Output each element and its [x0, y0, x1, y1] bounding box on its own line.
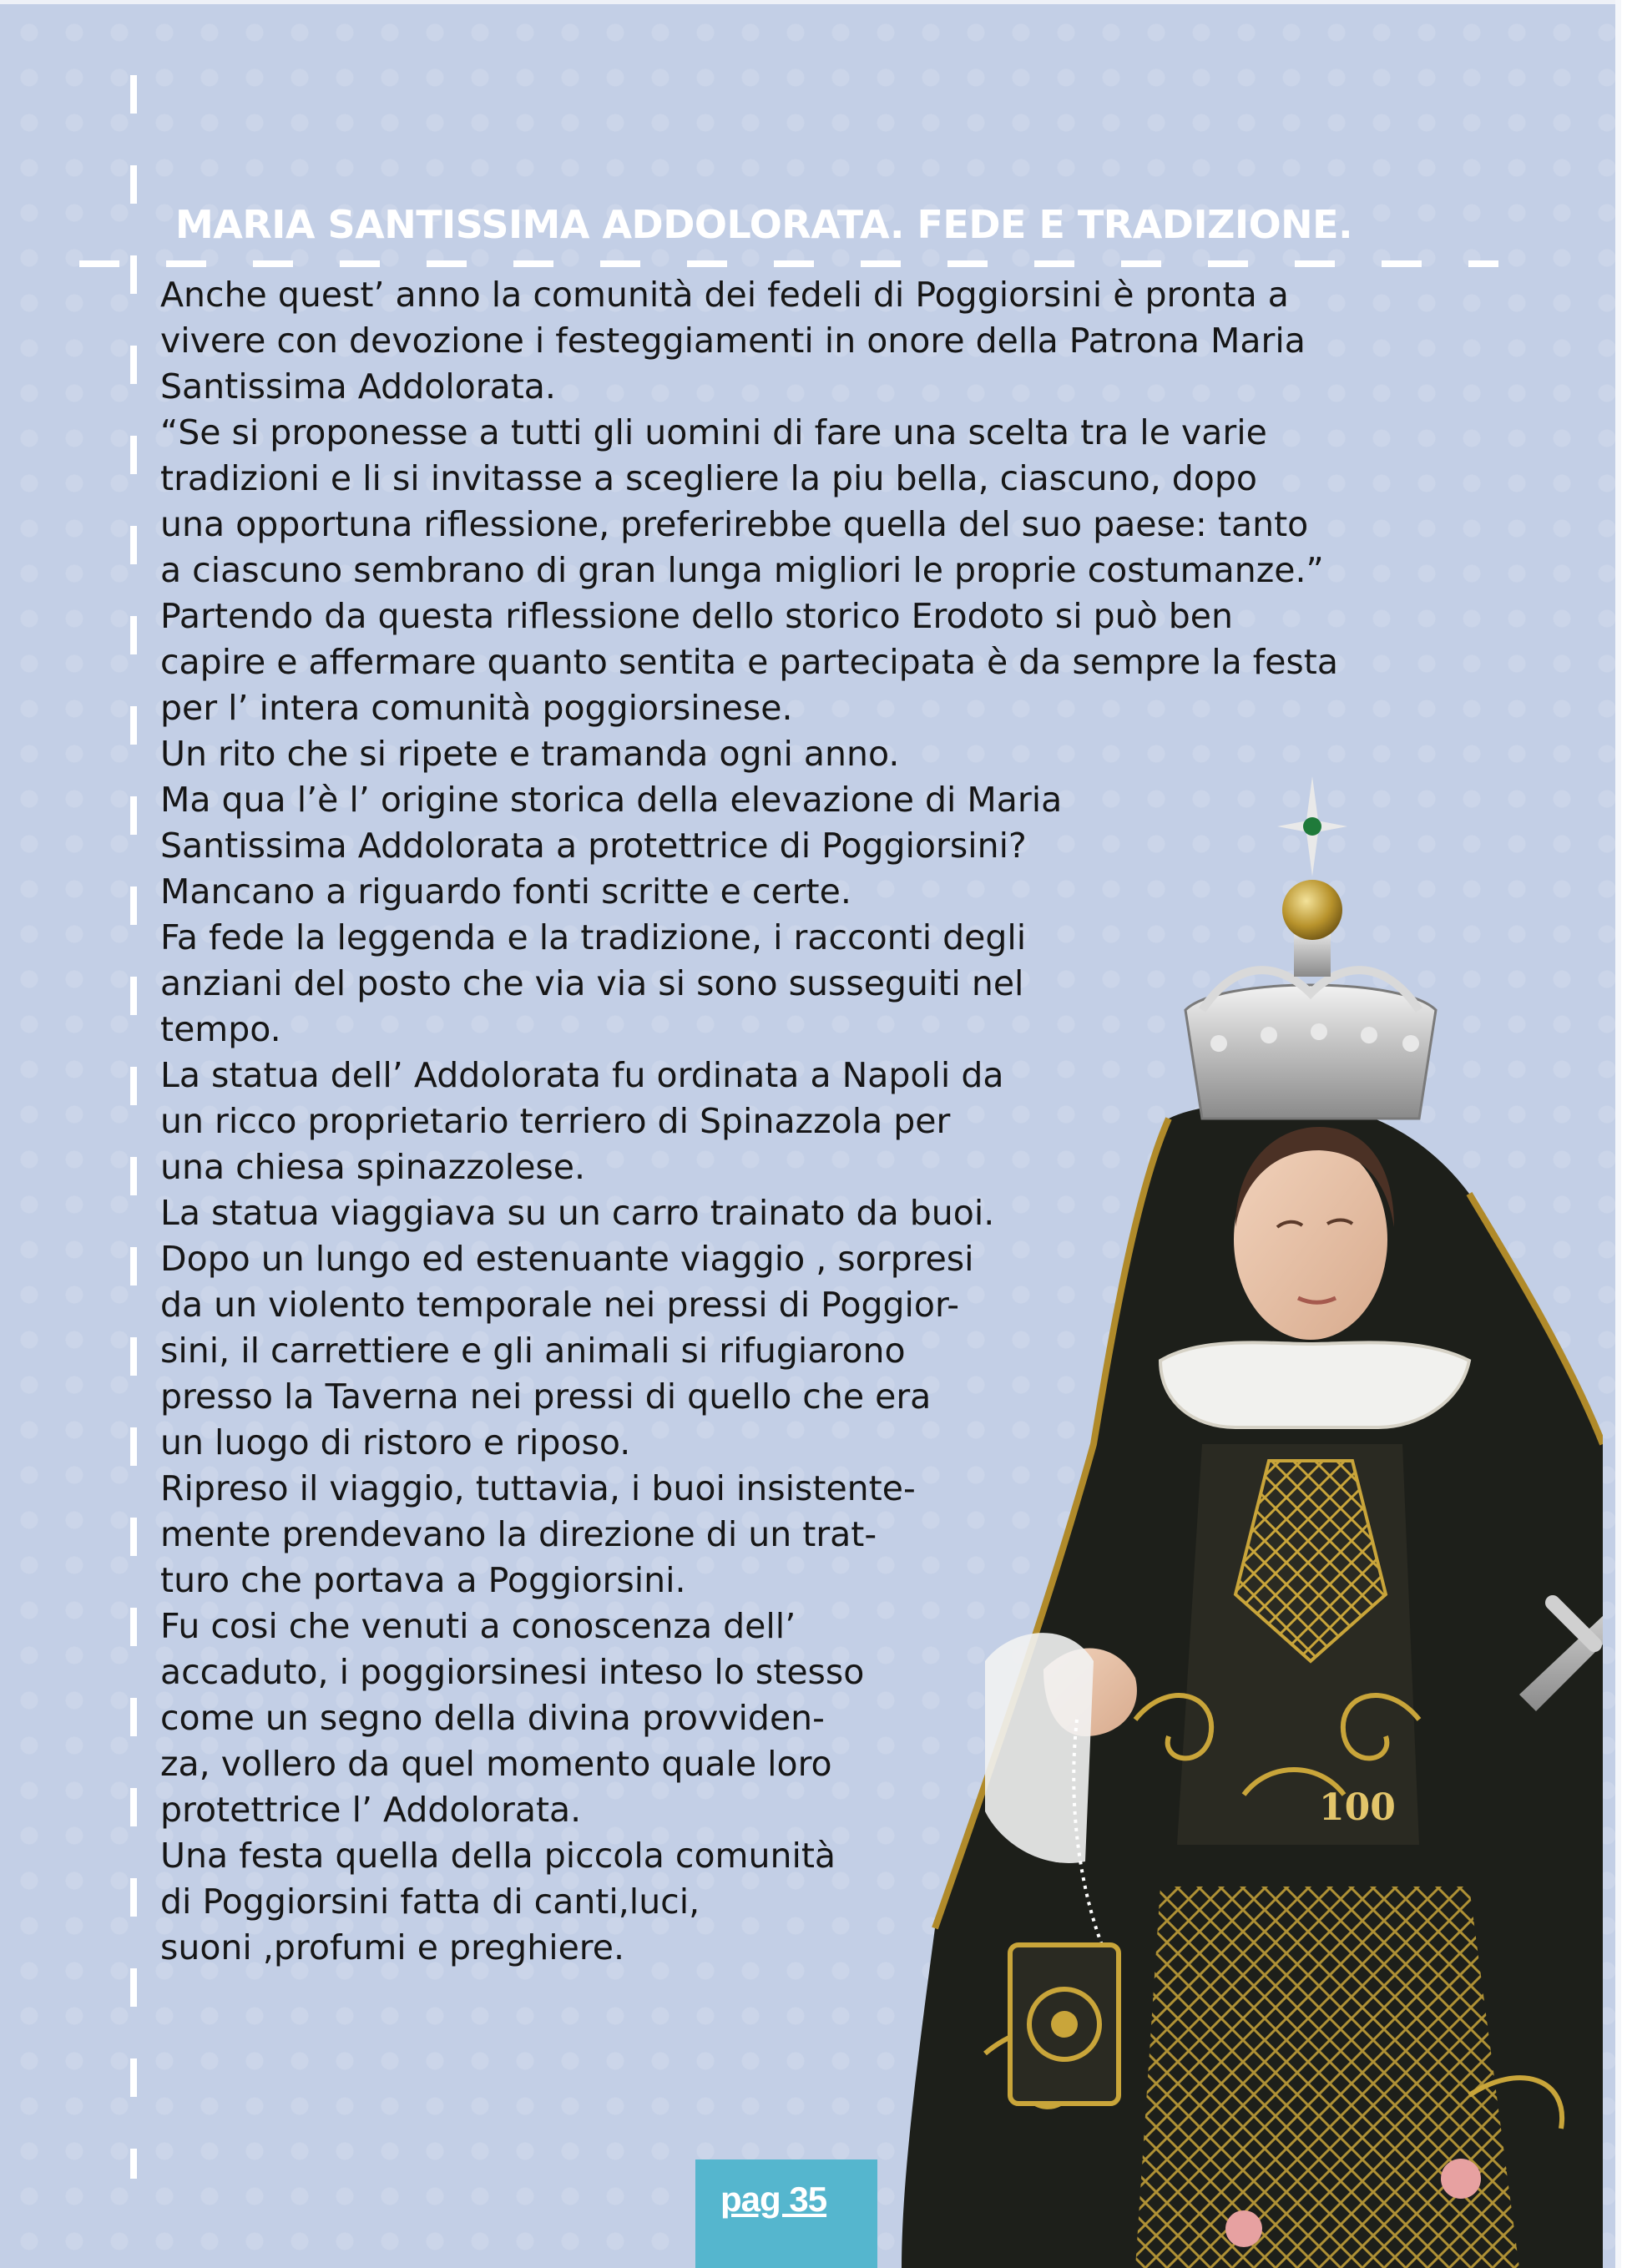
right-edge [1615, 0, 1621, 2268]
body-line: “Se si proponesse a tutti gli uomini di fare una scelta tra le varie [160, 412, 1267, 452]
body-line: come un segno della divina provviden- [160, 1698, 825, 1738]
page-number[interactable]: pag 35 [720, 2180, 827, 2219]
body-line: Un rito che si ripete e tramanda ogni anno. [160, 734, 900, 774]
body-line: turo che portava a Poggiorsini. [160, 1560, 686, 1600]
body-line: accaduto, i poggiorsinesi inteso lo stesso [160, 1652, 865, 1692]
body-line: sini, il carrettiere e gli animali si rifugiarono [160, 1331, 906, 1371]
body-line: vivere con devozione i festeggiamenti in onore della Patrona Maria [160, 321, 1306, 361]
body-line: per l’ intera comunità poggiorsinese. [160, 688, 793, 728]
body-line: capire e affermare quanto sentita e partecipata è da sempre la festa [160, 642, 1338, 682]
body-line: Anche quest’ anno la comunità dei fedeli di Poggiorsini è pronta a [160, 275, 1289, 315]
body-line: Fu cosi che venuti a conoscenza dell’ [160, 1606, 796, 1646]
body-line: presso la Taverna nei pressi di quello che era [160, 1376, 932, 1417]
body-line: Mancano a riguardo fonti scritte e certe. [160, 871, 851, 912]
body-line: La statua viaggiava su un carro trainato da buoi. [160, 1193, 995, 1233]
dashed-vertical-rule [130, 75, 137, 2179]
body-line: Fa fede la leggenda e la tradizione, i racconti degli [160, 917, 1027, 957]
body-line: za, vollero da quel momento quale loro [160, 1744, 832, 1784]
body-line: Una festa quella della piccola comunità [160, 1836, 836, 1876]
body-line: tradizioni e li si invitasse a scegliere la piu bella, ciascuno, dopo [160, 458, 1257, 498]
body-line: tempo. [160, 1009, 281, 1049]
body-line: protettrice l’ Addolorata. [160, 1790, 582, 1830]
article-title: MARIA SANTISSIMA ADDOLORATA. FEDE E TRADIZIONE. [175, 202, 1353, 247]
body-line: una opportuna riflessione, preferirebbe quella del suo paese: tanto [160, 504, 1309, 544]
body-line: Ripreso il viaggio, tuttavia, i buoi insistente- [160, 1468, 916, 1508]
body-line: Dopo un lungo ed estenuante viaggio , sorpresi [160, 1239, 974, 1279]
body-line: Santissima Addolorata a protettrice di Poggiorsini? [160, 826, 1027, 866]
body-line: un ricco proprietario terriero di Spinazzola per [160, 1101, 951, 1141]
dashed-horizontal-rule [79, 260, 1498, 267]
body-line: una chiesa spinazzolese. [160, 1147, 586, 1187]
body-line: un luogo di ristoro e riposo. [160, 1422, 631, 1462]
body-line: da un violento temporale nei pressi di Poggior- [160, 1285, 960, 1325]
body-line: a ciascuno sembrano di gran lunga migliori le proprie costumanze.” [160, 550, 1324, 590]
body-line: mente prendevano la direzione di un trat- [160, 1514, 877, 1554]
article-body [160, 272, 1463, 1971]
body-line: Santissima Addolorata. [160, 366, 556, 407]
body-line: Ma qua l’è l’ origine storica della elevazione di Maria [160, 780, 1063, 820]
statue-number: 100 [1319, 1786, 1396, 1829]
body-line: anziani del posto che via via si sono susseguiti nel [160, 963, 1024, 1003]
body-line: suoni ,profumi e preghiere. [160, 1927, 625, 1967]
body-line: di Poggiorsini fatta di canti,luci, [160, 1882, 700, 1922]
page-number-box [695, 2159, 877, 2268]
body-line: La statua dell’ Addolorata fu ordinata a Napoli da [160, 1055, 1004, 1095]
body-line: Partendo da questa riflessione dello storico Erodoto si può ben [160, 596, 1234, 636]
top-edge [0, 0, 1621, 4]
